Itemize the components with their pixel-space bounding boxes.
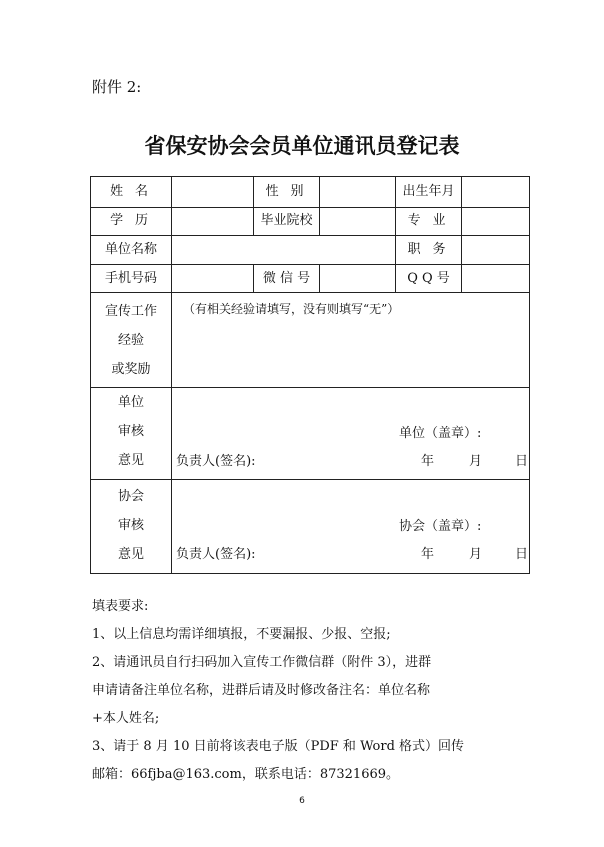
gender-label: 性 别 bbox=[265, 184, 308, 199]
unit-month-label: 月 bbox=[469, 454, 483, 469]
assoc-month-label: 月 bbox=[469, 547, 483, 562]
qq-field[interactable] bbox=[462, 265, 529, 292]
major-label: 专 业 bbox=[407, 213, 450, 228]
assoc-year-label: 年 bbox=[421, 547, 435, 562]
experience-label-line: 或奖励 bbox=[111, 362, 151, 377]
requirement-line: 1、以上信息均需详细填报，不要漏报、少报、空报; bbox=[92, 627, 391, 642]
unit-review-label-line: 单位 bbox=[117, 395, 144, 410]
requirement-line: 邮箱：66fjba@163.com，联系电话：87321669。 bbox=[92, 767, 400, 782]
experience-label-line: 宣传工作 bbox=[104, 304, 157, 319]
unit-year-label: 年 bbox=[421, 454, 435, 469]
school-field[interactable] bbox=[320, 208, 395, 235]
page-number: 6 bbox=[299, 796, 305, 806]
attachment-label: 附件 2: bbox=[92, 78, 142, 96]
position-label: 职 务 bbox=[407, 242, 450, 257]
unit-review-label-line: 审核 bbox=[117, 424, 144, 439]
experience-label-line: 经验 bbox=[117, 333, 144, 348]
requirements-heading: 填表要求: bbox=[92, 599, 149, 614]
wechat-label: 微 信 号 bbox=[262, 271, 311, 286]
registration-form bbox=[90, 176, 530, 574]
phone-field[interactable] bbox=[172, 265, 253, 292]
requirement-line: 申请请备注单位名称，进群后请及时修改备注名：单位名称 bbox=[92, 683, 431, 698]
unit-name-label: 单位名称 bbox=[104, 242, 157, 257]
assoc-seal-label: 协会（盖章）: bbox=[399, 519, 482, 534]
birth-date-label: 出生年月 bbox=[402, 184, 455, 199]
school-label: 毕业院校 bbox=[260, 213, 313, 228]
name-label: 姓 名 bbox=[110, 184, 152, 199]
requirement-line: +本人姓名; bbox=[92, 711, 160, 726]
requirement-line: 3、请于 8 月 10 日前将该表电子版（PDF 和 Word 格式）回传 bbox=[92, 739, 465, 754]
education-label: 学 历 bbox=[110, 213, 152, 228]
assoc-responsible-label: 负责人(签名): bbox=[176, 547, 256, 562]
unit-seal-label: 单位（盖章）: bbox=[399, 426, 482, 441]
birth-date-field[interactable] bbox=[462, 178, 529, 207]
assoc-review-label-line: 协会 bbox=[117, 489, 144, 504]
wechat-field[interactable] bbox=[320, 265, 395, 292]
form-title: 省保安协会会员单位通讯员登记表 bbox=[144, 134, 460, 158]
unit-review-label-line: 意见 bbox=[117, 453, 144, 468]
education-field[interactable] bbox=[172, 208, 253, 235]
assoc-review-label-line: 意见 bbox=[117, 547, 144, 562]
experience-note: （有相关经验请填写，没有则填写“无”） bbox=[183, 302, 400, 316]
unit-name-field[interactable] bbox=[172, 236, 395, 264]
name-field[interactable] bbox=[172, 178, 253, 207]
position-field[interactable] bbox=[462, 236, 529, 264]
qq-label: Q Q 号 bbox=[407, 271, 450, 286]
phone-label: 手机号码 bbox=[104, 271, 157, 286]
unit-responsible-label: 负责人(签名): bbox=[176, 454, 256, 469]
assoc-review-label-line: 审核 bbox=[117, 518, 144, 533]
gender-field[interactable] bbox=[320, 178, 395, 207]
assoc-day-label: 日 bbox=[515, 547, 529, 562]
major-field[interactable] bbox=[462, 208, 529, 235]
requirement-line: 2、请通讯员自行扫码加入宣传工作微信群（附件 3），进群 bbox=[92, 655, 432, 670]
unit-day-label: 日 bbox=[515, 454, 529, 469]
